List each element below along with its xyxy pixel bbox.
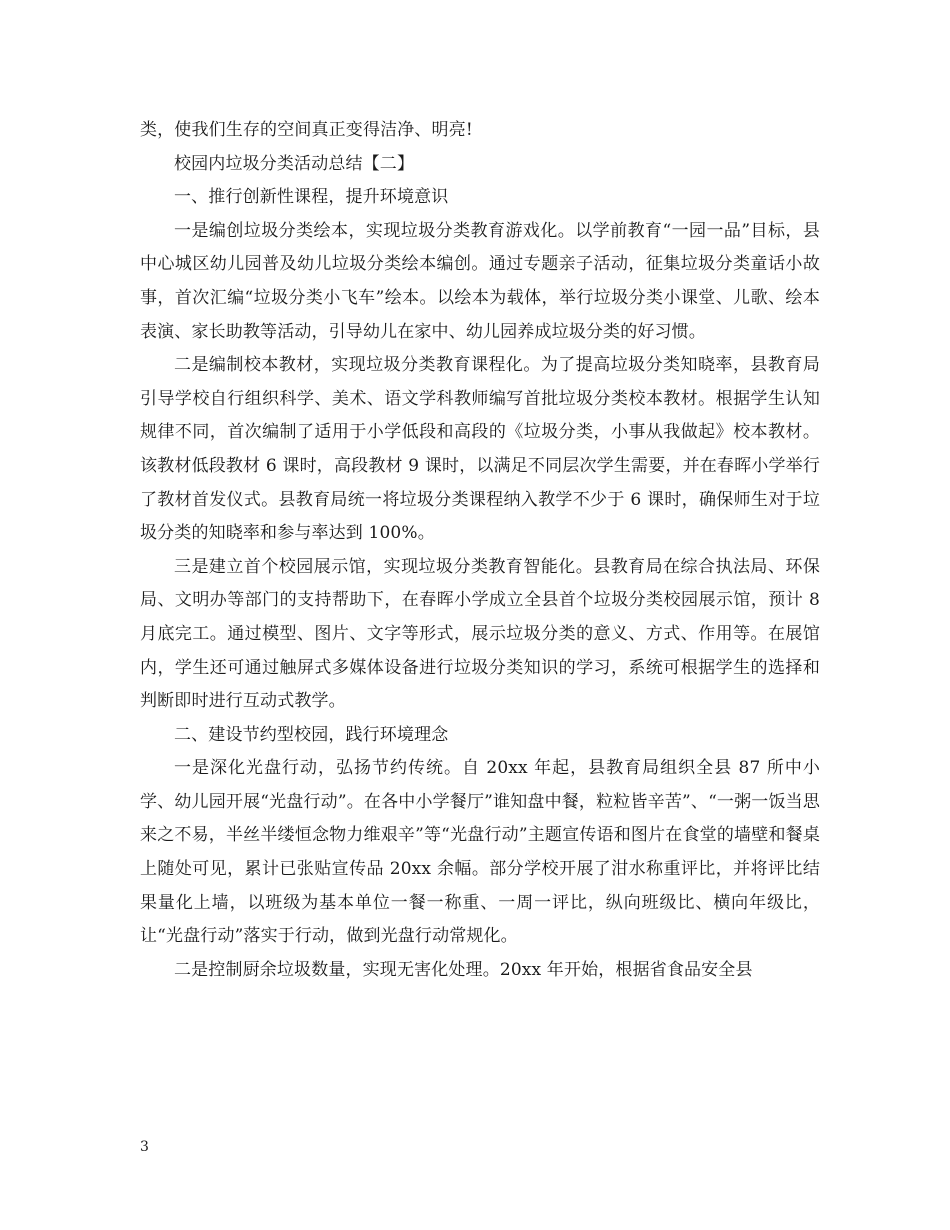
section-heading-2: 二、建设节约型校园，践行环境理念 (174, 724, 449, 745)
section-title: 校园内垃圾分类活动总结【二】 (174, 153, 415, 174)
paragraph-continuation: 类，使我们生存的空间真正变得洁净、明亮! (140, 120, 473, 140)
paragraph-kitchen-waste: 二是控制厨余垃圾数量，实现无害化处理。20xx 年开始，根据省食品安全县 (174, 959, 753, 980)
paragraph-exhibition-hall: 三是建立首个校园展示馆，实现垃圾分类教育智能化。县教育局在综合执法局、环保局、文明办等部门的支持帮助下，在春晖小学成立全县首个垃圾分类校园展示馆，预计 8 月底完工。通过模型、图片、文字等形式，展示垃圾分类的意义、方式、作用等。在展馆内，学生还可通过触屏式多媒体设备进行垃圾分类知识的学习，系统可根据学生的选择和判断即时进行互动式教学。 (140, 556, 820, 712)
paragraph-clean-plate: 一是深化光盘行动，弘扬节约传统。自 20xx 年起，县教育局组织全县 87 所中小学、幼儿园开展“光盘行动”。在各中小学餐厅”谁知盘中餐，粒粒皆辛苦”、“一粥一饭当思来之不易，半丝半缕恒念物力维艰辛”等“光盘行动”主题宣传语和图片在食堂的墙壁和餐桌上随处可见，累计已张贴宣传品 20xx 余幅。部分学校开展了泔水称重评比，并将评比结果量化上墙，以班级为基本单位一餐一称重、一周一评比，纵向班级比、横向年级比，让“光盘行动”落实于行动，做到光盘行动常规化。 (140, 758, 820, 947)
document-body (140, 114, 820, 987)
page-number: 3 (140, 1139, 149, 1155)
section-heading-1: 一、推行创新性课程，提升环境意识 (174, 187, 449, 208)
paragraph-school-textbooks: 二是编制校本教材，实现垃圾分类教育课程化。为了提高垃圾分类知晓率，县教育局引导学校自行组织科学、美术、语文学科教师编写首批垃圾分类校本教材。根据学生认知规律不同，首次编制了适用于小学低段和高段的《垃圾分类，小事从我做起》校本教材。该教材低段教材 6 课时，高段教材 9 课时，以满足不同层次学生需要，并在春晖小学举行了教材首发仪式。县教育局统一将垃圾分类课程纳入教学不少于 6 课时，确保师生对于垃圾分类的知晓率和参与率达到 100%。 (140, 355, 820, 544)
paragraph-picture-books: 一是编创垃圾分类绘本，实现垃圾分类教育游戏化。以学前教育“一园一品”目标，县中心城区幼儿园普及幼儿垃圾分类绘本编创。通过专题亲子活动，征集垃圾分类童话小故事，首次汇编“垃圾分类小飞车”绘本。以绘本为载体，举行垃圾分类小课堂、儿歌、绘本表演、家长助教等活动，引导幼儿在家中、幼儿园养成垃圾分类的好习惯。 (140, 220, 820, 342)
